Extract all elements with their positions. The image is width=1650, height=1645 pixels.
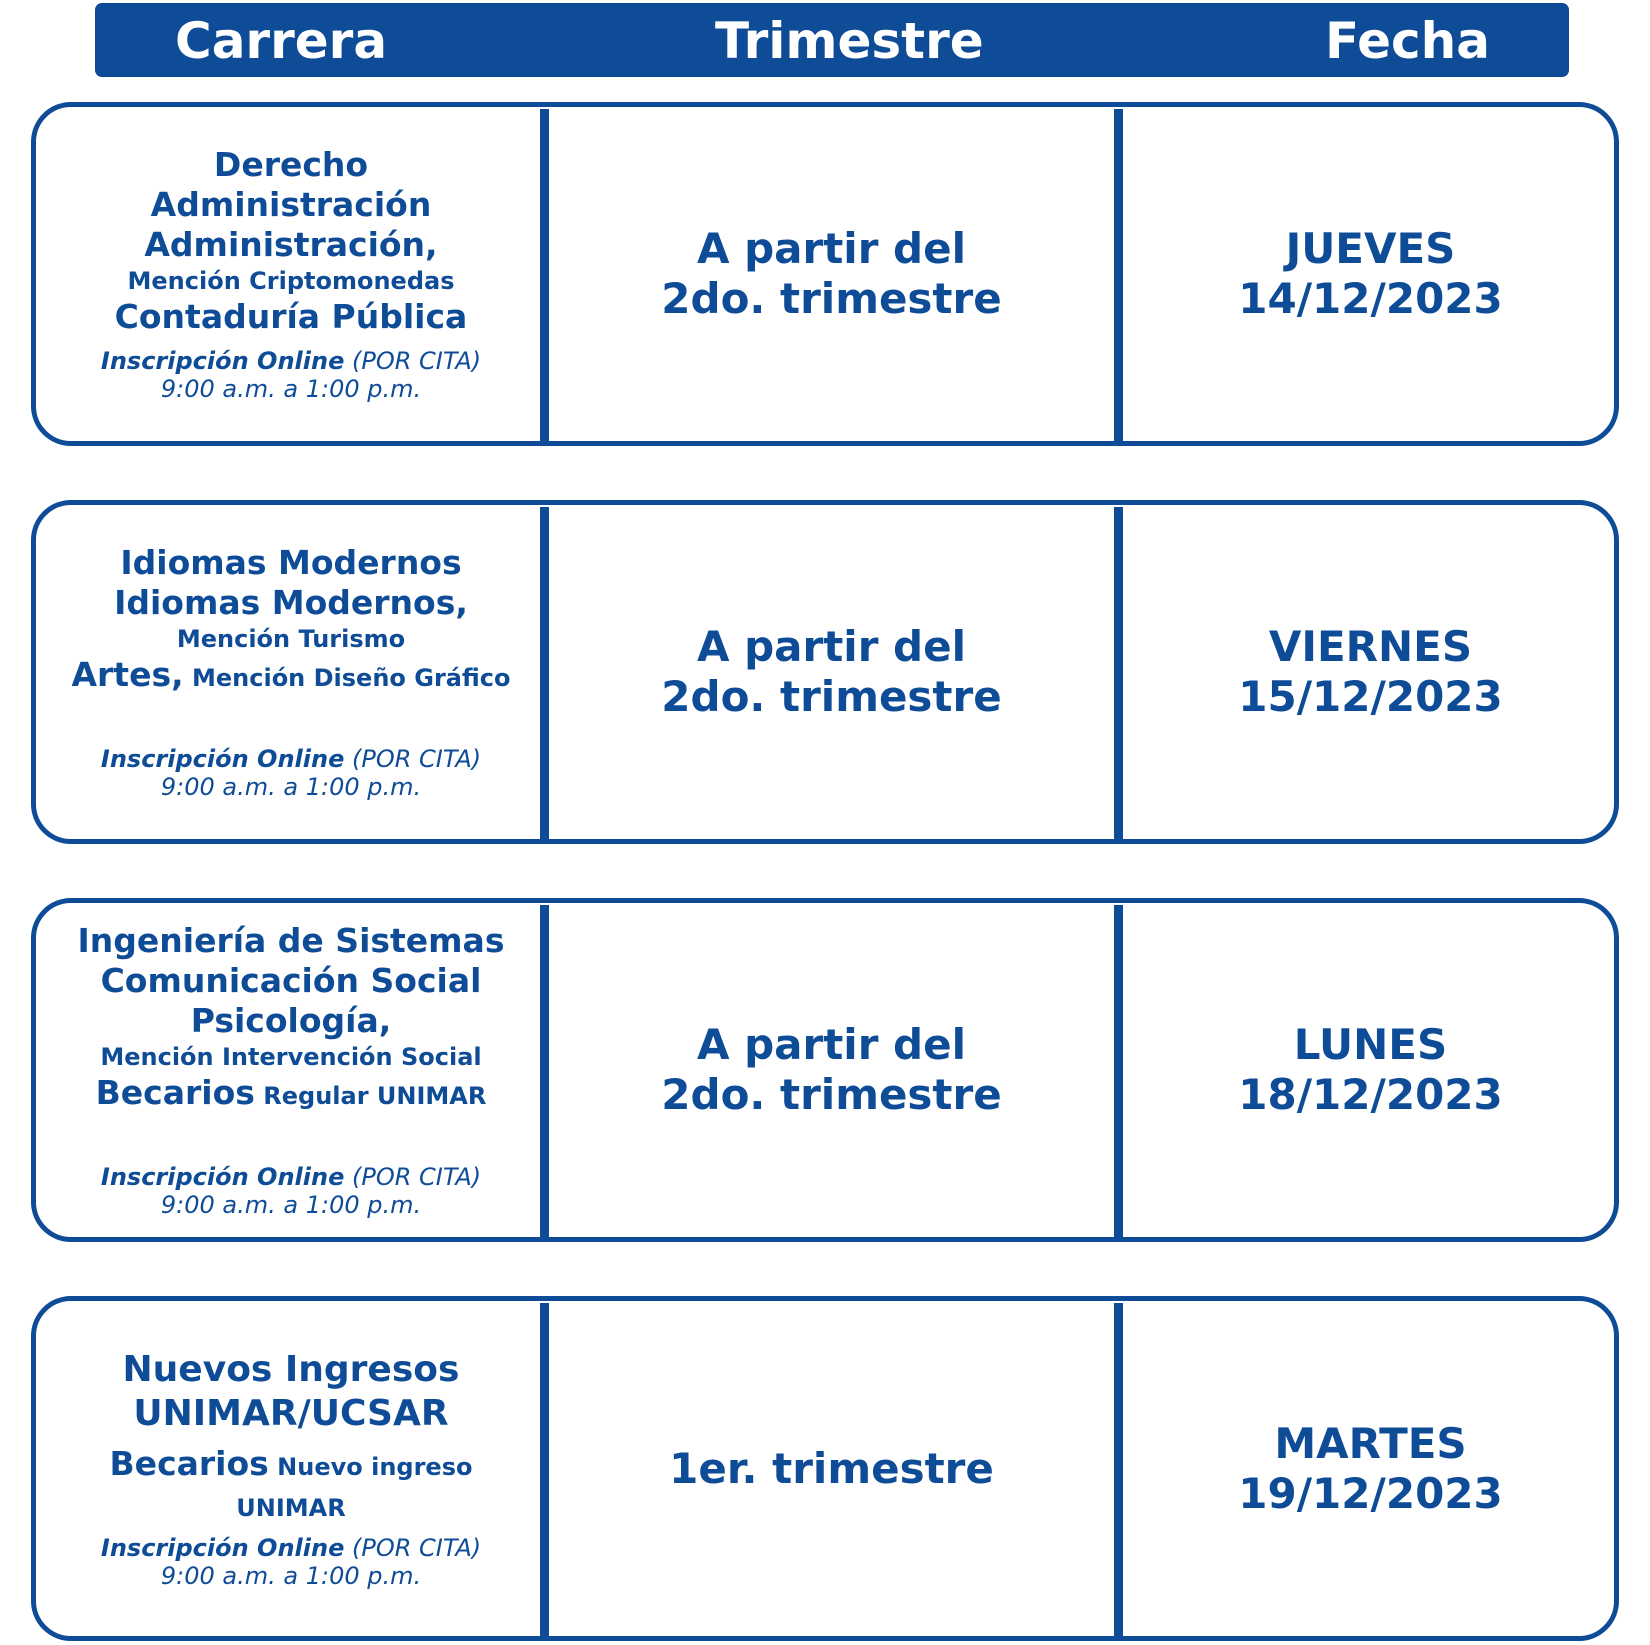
fecha-cell xyxy=(1123,903,1618,1237)
column-divider xyxy=(1114,507,1123,839)
carrera-line: Administración xyxy=(150,185,432,224)
schedule-row xyxy=(31,102,1619,446)
carrera-mention: Mención Intervención Social xyxy=(100,1043,482,1071)
fecha-date: 18/12/2023 xyxy=(1238,1070,1503,1119)
inscription-label: Inscripción Online xyxy=(100,1533,345,1562)
trimestre-line: 2do. trimestre xyxy=(661,274,1002,323)
column-divider xyxy=(1114,905,1123,1237)
header-trimestre: Trimestre xyxy=(715,12,984,70)
inscription-hours: 9:00 a.m. a 1:00 p.m. xyxy=(160,1561,422,1590)
fecha-day: JUEVES xyxy=(1285,224,1456,273)
carrera-line xyxy=(96,1073,487,1113)
carrera-line: Derecho xyxy=(213,145,369,184)
carrera-cell xyxy=(56,903,526,1237)
fecha-date: 14/12/2023 xyxy=(1238,274,1503,323)
trimestre-cell xyxy=(549,505,1114,839)
trimestre-line: A partir del xyxy=(696,224,966,273)
column-divider xyxy=(540,109,549,441)
inscription-label: Inscripción Online xyxy=(100,745,345,773)
inscription-label: Inscripción Online xyxy=(100,347,345,375)
schedule-row xyxy=(31,898,1619,1242)
carrera-line: UNIMAR/UCSAR xyxy=(133,1392,449,1434)
carrera-line: Administración, xyxy=(144,225,438,264)
inscription-note xyxy=(101,1534,481,1562)
trimestre-cell xyxy=(549,1301,1114,1636)
column-divider xyxy=(1114,109,1123,441)
inscription-label: Inscripción Online xyxy=(100,1163,345,1191)
fecha-cell xyxy=(1123,107,1618,441)
trimestre-line: A partir del xyxy=(696,622,966,671)
column-divider xyxy=(1114,1303,1123,1636)
inscription-cita: (POR CITA) xyxy=(344,745,482,773)
carrera-mention: Mención Turismo xyxy=(176,625,406,653)
carrera-line: Comunicación Social xyxy=(100,961,482,1000)
carrera-line-main: Becarios xyxy=(109,1443,269,1483)
trimestre-line: 2do. trimestre xyxy=(661,1070,1002,1119)
inscription-note xyxy=(101,1163,481,1191)
carrera-line xyxy=(71,655,510,695)
fecha-day: VIERNES xyxy=(1268,622,1473,671)
column-divider xyxy=(540,1303,549,1636)
inscription-cita: (POR CITA) xyxy=(344,347,482,375)
inscription-hours: 9:00 a.m. a 1:00 p.m. xyxy=(160,1191,422,1219)
carrera-line: Ingeniería de Sistemas xyxy=(77,921,505,960)
carrera-line: Nuevos Ingresos xyxy=(122,1348,460,1390)
schedule-row xyxy=(31,500,1619,844)
trimestre-cell xyxy=(549,107,1114,441)
carrera-mention: UNIMAR xyxy=(236,1493,346,1522)
inscription-hours: 9:00 a.m. a 1:00 p.m. xyxy=(160,773,422,801)
carrera-line: Psicología, xyxy=(190,1001,392,1040)
carrera-cell xyxy=(56,1301,526,1636)
fecha-date: 19/12/2023 xyxy=(1238,1468,1503,1518)
header-fecha: Fecha xyxy=(1325,12,1491,70)
fecha-cell xyxy=(1123,505,1618,839)
carrera-mention: Regular UNIMAR xyxy=(254,1082,487,1110)
fecha-date: 15/12/2023 xyxy=(1238,672,1503,721)
fecha-day: LUNES xyxy=(1293,1020,1448,1069)
trimestre-cell xyxy=(549,903,1114,1237)
inscription-note xyxy=(101,745,481,773)
carrera-line-main: Artes, xyxy=(71,655,184,694)
carrera-mention: Nuevo ingreso xyxy=(268,1452,473,1481)
carrera-cell xyxy=(56,107,526,441)
schedule-row xyxy=(31,1296,1619,1641)
carrera-mention: Mención Criptomonedas xyxy=(127,267,455,295)
inscription-cita: (POR CITA) xyxy=(344,1533,482,1562)
carrera-line: Idiomas Modernos, xyxy=(114,583,468,622)
fecha-day: MARTES xyxy=(1274,1418,1467,1468)
carrera-line xyxy=(110,1444,473,1484)
carrera-line: Idiomas Modernos xyxy=(120,543,462,582)
column-divider xyxy=(540,507,549,839)
header-carrera: Carrera xyxy=(175,12,388,70)
table-header xyxy=(95,3,1569,77)
fecha-cell xyxy=(1123,1301,1618,1636)
carrera-line-main: Becarios xyxy=(95,1073,255,1112)
column-divider xyxy=(540,905,549,1237)
trimestre-line: A partir del xyxy=(696,1020,966,1069)
carrera-cell xyxy=(56,505,526,839)
carrera-mention: Mención Diseño Gráfico xyxy=(183,664,511,692)
trimestre-line: 1er. trimestre xyxy=(669,1443,994,1493)
inscription-cita: (POR CITA) xyxy=(344,1163,482,1191)
trimestre-line: 2do. trimestre xyxy=(661,672,1002,721)
inscription-hours: 9:00 a.m. a 1:00 p.m. xyxy=(160,375,422,403)
inscription-note xyxy=(101,347,481,375)
carrera-line: Contaduría Pública xyxy=(114,297,468,336)
